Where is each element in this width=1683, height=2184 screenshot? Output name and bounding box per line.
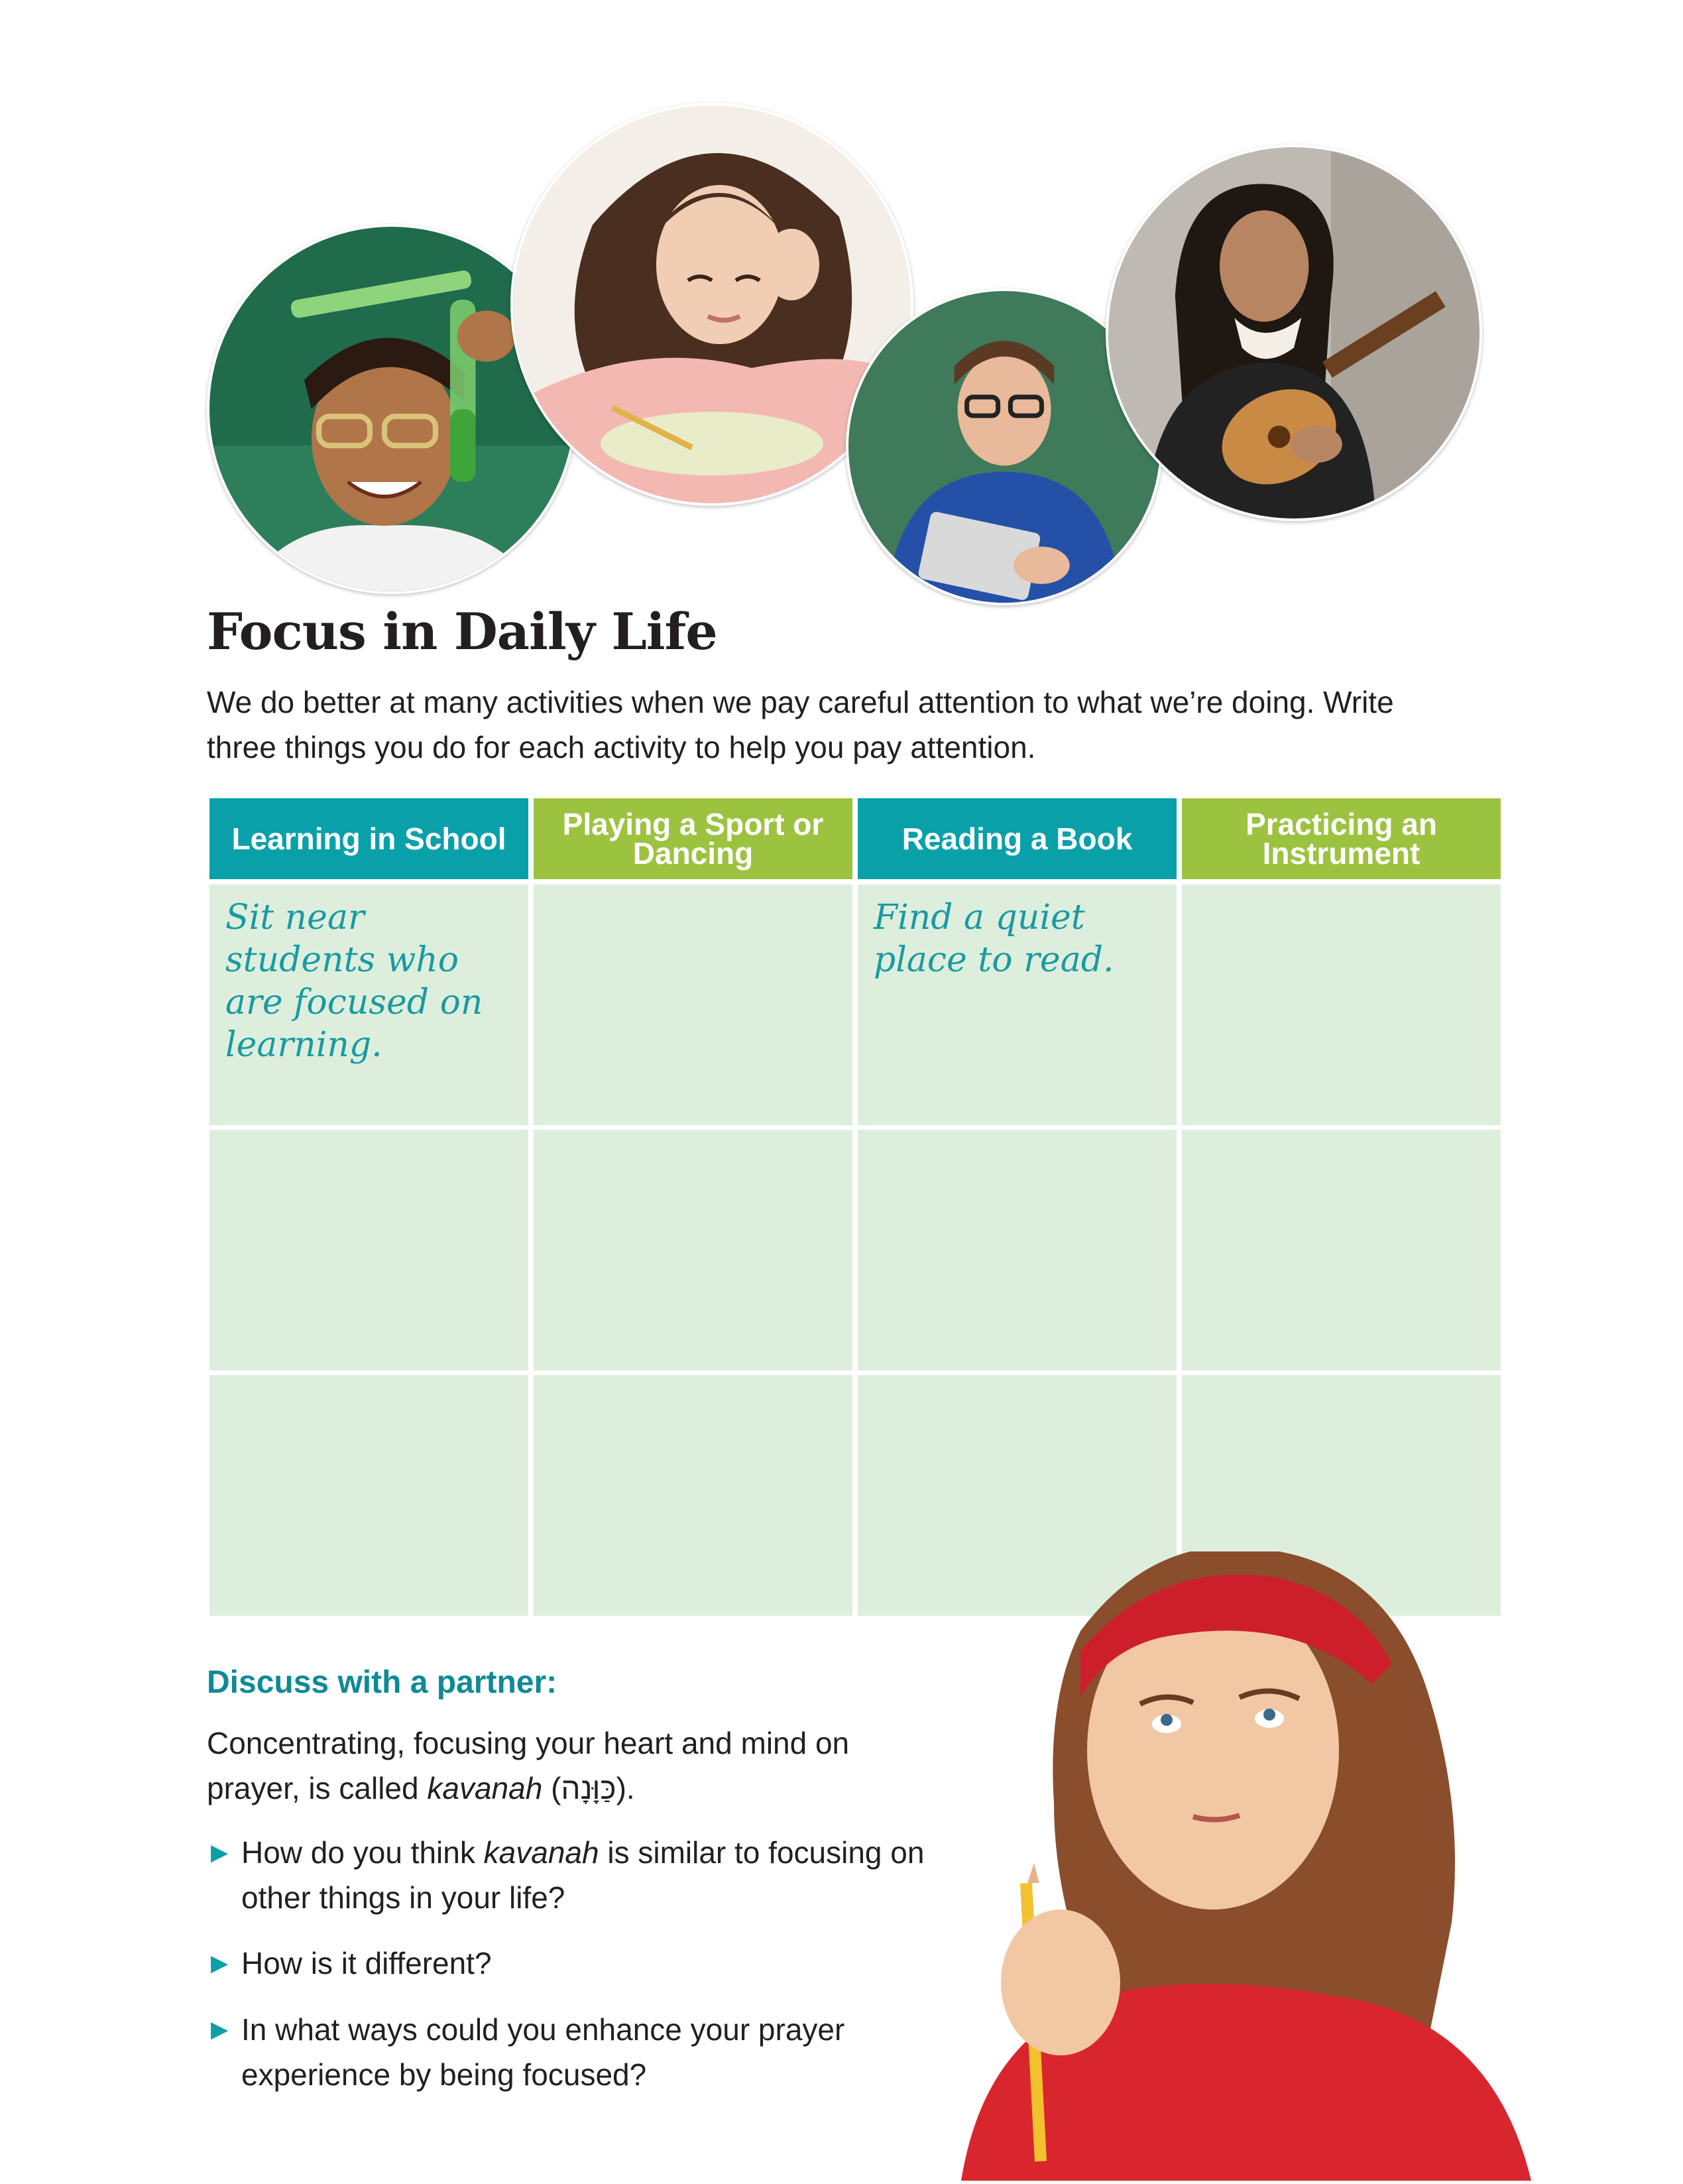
question-item: ▶ How is it different? xyxy=(207,1941,956,1986)
triangle-bullet-icon: ▶ xyxy=(211,1951,229,1976)
activity-table xyxy=(209,798,1503,1622)
table-cell[interactable] xyxy=(534,1130,852,1370)
discuss-intro-after: (כַּוָּנָה). xyxy=(542,1771,635,1805)
table-cell[interactable]: Find a quiet place to read. xyxy=(858,884,1177,1125)
table-cell[interactable] xyxy=(534,884,852,1125)
header-learning-in-school: Learning in School xyxy=(209,798,528,879)
table-cell[interactable] xyxy=(534,1375,852,1616)
table-cell[interactable] xyxy=(209,1375,528,1616)
table-cell[interactable] xyxy=(1182,884,1501,1125)
discuss-intro-term: kavanah xyxy=(427,1771,543,1805)
header-playing-sport: Playing a Sport or Dancing xyxy=(534,798,852,879)
discuss-heading: Discuss with a partner: xyxy=(207,1665,557,1700)
question-item: ▶ How do you think kavanah is similar to focusing on other things in your life? xyxy=(207,1830,956,1920)
discuss-intro-before: Concentrating, focusing your heart and mind on prayer, is called xyxy=(207,1726,850,1805)
page-title: Focus in Daily Life xyxy=(207,602,717,661)
girl-ukulele-photo xyxy=(1106,145,1482,521)
table-cell[interactable]: Sit near students who are focused on learning. xyxy=(209,884,528,1125)
header-practicing-instrument: Practicing an Instrument xyxy=(1182,798,1501,879)
table-cell[interactable] xyxy=(858,1130,1177,1370)
triangle-bullet-icon: ▶ xyxy=(211,1840,229,1865)
girl-thinking-pencil-photo xyxy=(882,1551,1683,2181)
discuss-intro xyxy=(207,1721,949,1811)
header-reading-book: Reading a Book xyxy=(858,798,1177,879)
triangle-bullet-icon: ▶ xyxy=(211,2017,229,2042)
intro-text: We do better at many activities when we pay careful attention to what we’re doing. Write three things you do for each activity to help you pay attention. xyxy=(207,685,1394,764)
question-item: ▶ In what ways could you enhance your prayer experience by being focused? xyxy=(207,2007,956,2097)
table-cell[interactable] xyxy=(209,1130,528,1370)
table-cell[interactable] xyxy=(1182,1130,1501,1370)
